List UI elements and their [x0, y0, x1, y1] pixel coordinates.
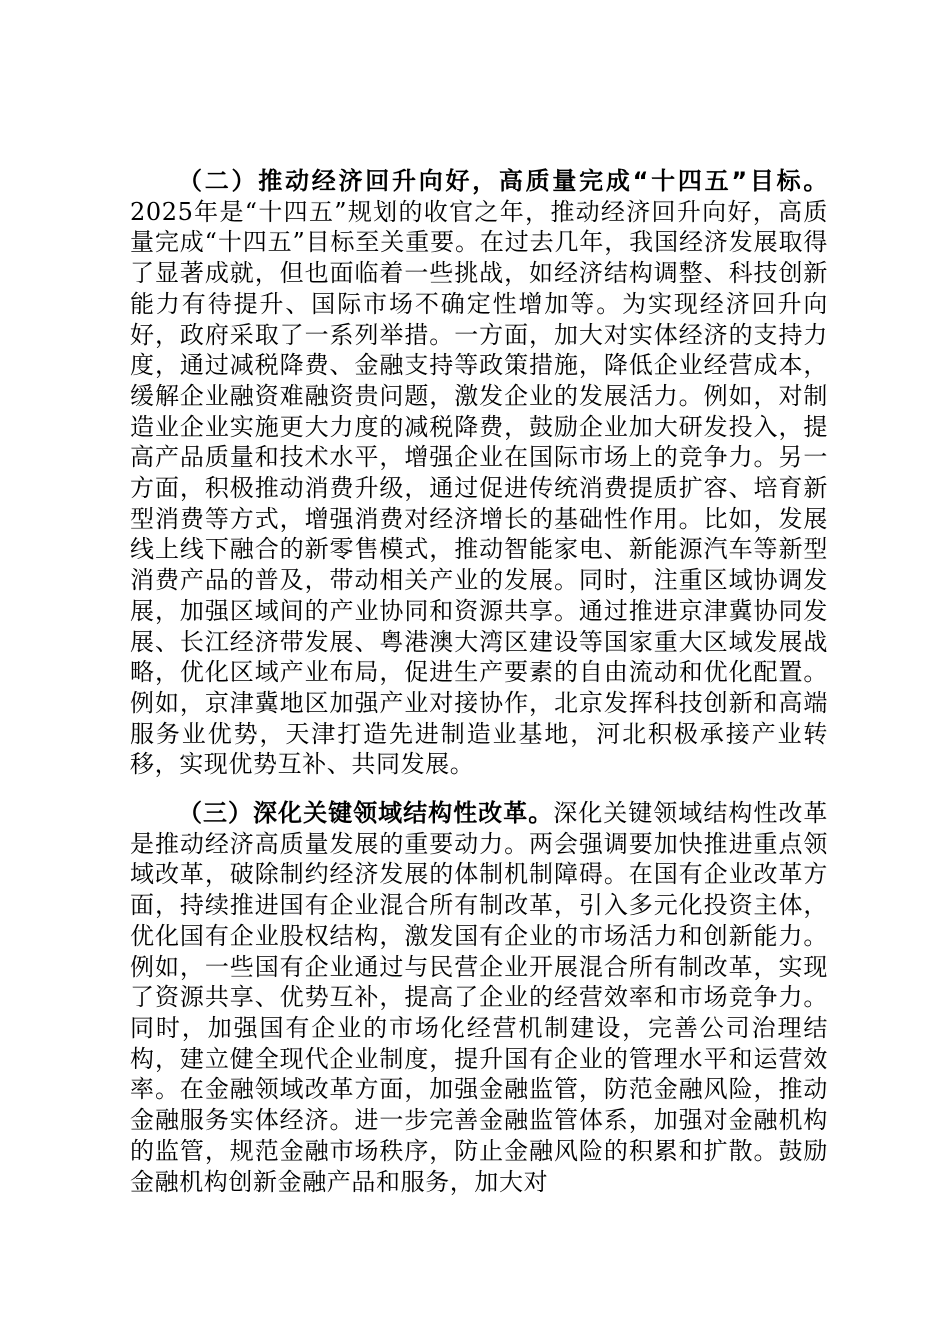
section-three-heading: （三）深化关键领域结构性改革。 — [178, 799, 554, 828]
section-two-body: 2025年是“十四五”规划的收官之年，推动经济回升向好，高质量完成“十四五”目标至关重要。在过去几年，我国经济发展取得了显著成就，但也面临着一些挑战，如经济结构调整、科技创新能力有待提升、国际市场不确定性增加等。为实现经济回升向好，政府采取了一系列举措。一方面，加大对实体经济的支持力度，通过减税降费、金融支持等政策措施，降低企业经营成本，缓解企业融资难融资贵问题，激发企业的发展活力。例如，对制造业企业实施更大力度的减税降费，鼓励企业加大研发投入，提高产品质量和技术水平，增强企业在国际市场上的竞争力。另一方面，积极推动消费升级，通过促进传统消费提质扩容、培育新型消费等方式，增强消费对经济增长的基础性作用。比如，发展线上线下融合的新零售模式，推动智能家电、新能源汽车等新型消费产品的普及，带动相关产业的发展。同时，注重区域协调发展，加强区域间的产业协同和资源共享。通过推进京津冀协同发展、长江经济带发展、粤港澳大湾区建设等国家重大区域发展战略，优化区域产业布局，促进生产要素的自由流动和优化配置。例如，京津冀地区加强产业对接协作，北京发挥科技创新和高端服务业优势，天津打造先进制造业基地，河北积极承接产业转移，实现优势互补、共同发展。 — [130, 197, 828, 779]
section-two-heading: （二）推动经济回升向好，高质量完成“十四五”目标。 — [178, 167, 828, 195]
section-three-paragraph — [130, 798, 828, 1197]
document-page — [130, 166, 828, 1197]
section-three-body: 深化关键领域结构性改革是推动经济高质量发展的重要动力。两会强调要加快推进重点领域改革，破除制约经济发展的体制机制障碍。在国有企业改革方面，持续推进国有企业混合所有制改革，引入多元化投资主体，优化国有企业股权结构，激发国有企业的市场活力和创新能力。例如，一些国有企业通过与民营企业开展混合所有制改革，实现了资源共享、优势互补，提高了企业的经营效率和市场竞争力。同时，加强国有企业的市场化经营机制建设，完善公司治理结构，建立健全现代企业制度，提升国有企业的管理水平和运营效率。在金融领域改革方面，加强金融监管，防范金融风险，推动金融服务实体经济。进一步完善金融监管体系，加强对金融机构的监管，规范金融市场秩序，防止金融风险的积累和扩散。鼓励金融机构创新金融产品和服务，加大对 — [130, 799, 828, 1196]
section-two-paragraph — [130, 166, 828, 780]
